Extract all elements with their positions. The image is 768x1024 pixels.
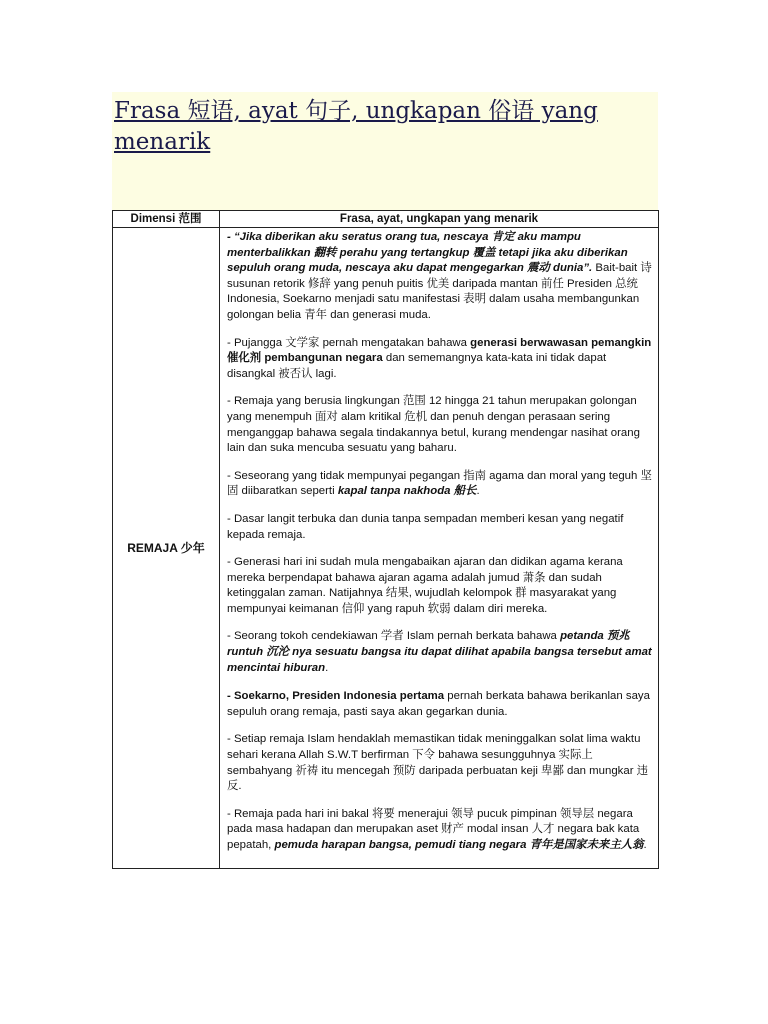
phrase-paragraph bbox=[227, 555, 652, 617]
dimension-cell: REMAJA 少年 bbox=[113, 228, 220, 869]
paragraph-segment: kapal tanpa nakhoda 船长 bbox=[337, 485, 477, 498]
phrase-paragraph bbox=[227, 336, 652, 383]
paragraph-segment: - Remaja pada hari ini bakal 将要 menerajui 领导 pucuk pimpinan 领导层 negara pada masa hadapan dan merupakan aset 财产 modal insan 人才 negara bak kata pepatah, bbox=[227, 807, 640, 851]
paragraph-segment: - Seseorang yang tidak mempunyai pegangan 指南 agama dan moral yang teguh 坚固 diibaratkan seperti bbox=[227, 469, 652, 498]
paragraph-segment: Bait-bait 诗 susunan retorik 修辞 yang penuh puitis 优美 daripada mantan 前任 Presiden 总统 Indonesia, Soekarno menjadi satu manifestasi 表明 dalam usaha membangunkan golongan belia 青年 dan generasi muda. bbox=[227, 262, 652, 321]
paragraph-segment: - “Jika diberikan aku seratus orang tua, nescaya 肯定 aku mampu menterbalikkan 翻转 perahu yang tertangkup 覆盖 tetapi jika aku diberikan sepuluh orang muda, nescaya aku dapat mengegarkan 震动 dunia”. bbox=[227, 231, 628, 275]
paragraph-segment: - Generasi hari ini sudah mula mengabaikan ajaran dan didikan agama kerana mereka berpendapat bahawa ajaran agama adalah jumud 萧条 dan sudah ketinggalan zaman. Natijahnya 结果, wujudlah kelompok 群 masyarakat yang mempunyai keimanan 信仰 yang rapuh 软弱 dalam diri mereka. bbox=[227, 556, 623, 615]
phrase-paragraph bbox=[227, 394, 652, 456]
paragraph-segment: . bbox=[476, 485, 480, 498]
header-dimension: Dimensi 范围 bbox=[113, 211, 220, 228]
table-header-row bbox=[113, 211, 659, 228]
paragraph-segment: - Soekarno, Presiden Indonesia pertama bbox=[227, 690, 445, 703]
phrase-paragraph bbox=[227, 230, 652, 324]
paragraph-segment: - Setiap remaja Islam hendaklah memastikan tidak meninggalkan solat lima waktu sehari kerana Allah S.W.T berfirman 下令 bahawa sesungguhnya 实际上 sembahyang 祈祷 itu mencegah 预防 daripada perbuatan keji 卑鄙 dan mungkar 违反. bbox=[227, 733, 649, 793]
paragraph-segment: - Pujangga 文学家 pernah mengatakan bahawa bbox=[227, 336, 471, 349]
paragraph-segment: . bbox=[325, 661, 329, 674]
table-row bbox=[113, 228, 659, 869]
phrase-paragraph bbox=[227, 732, 652, 794]
phrase-paragraph bbox=[227, 629, 652, 676]
paragraph-segment: petanda 预兆 runtuh 沉沦 nya sesuatu bangsa itu dapat dilihat apabila bangsa tersebut amat mencintai hiburan bbox=[227, 630, 652, 674]
paragraph-segment: pernah berkata bahawa berikanlan saya sepuluh orang remaja, pasti saya akan gegarkan dunia. bbox=[227, 690, 650, 718]
phrase-paragraph bbox=[227, 689, 652, 720]
content-cell bbox=[220, 228, 659, 869]
header-phrases: Frasa, ayat, ungkapan yang menarik bbox=[220, 211, 659, 228]
paragraph-segment: generasi berwawasan pemangkin 催化剂 pembangunan negara bbox=[227, 336, 652, 365]
phrase-paragraph bbox=[227, 512, 652, 543]
paragraph-segment: - Seorang tokoh cendekiawan 学者 Islam pernah berkata bahawa bbox=[227, 630, 561, 643]
phrase-table bbox=[112, 210, 659, 869]
title-box bbox=[112, 92, 658, 210]
paragraph-segment: pemuda harapan bangsa, pemudi tiang negara 青年是国家未来主人翁 bbox=[274, 839, 644, 851]
phrase-paragraph bbox=[227, 807, 652, 854]
page-title: Frasa 短语, ayat 句子, ungkapan 俗语 yang menarik bbox=[114, 98, 598, 155]
paragraph-segment: - Dasar langit terbuka dan dunia tanpa sempadan memberi kesan yang negatif kepada remaja. bbox=[227, 512, 624, 541]
paragraph-segment: - Remaja yang berusia lingkungan 范围 12 hingga 21 tahun merupakan golongan yang menempuh 面对 alam kritikal 危机 dan penuh dengan perasaan sering menganggap bahawa segala tindakannya betul, kurang mendengar nasihat orang lain dan suka mencuba sesuatu yang baharu. bbox=[227, 395, 640, 455]
paragraph-segment: . bbox=[643, 839, 647, 851]
phrase-paragraph bbox=[227, 469, 652, 500]
paragraph-segment: dan sememangnya kata-kata ini tidak dapat disangkal 被否认 lagi. bbox=[227, 352, 607, 380]
